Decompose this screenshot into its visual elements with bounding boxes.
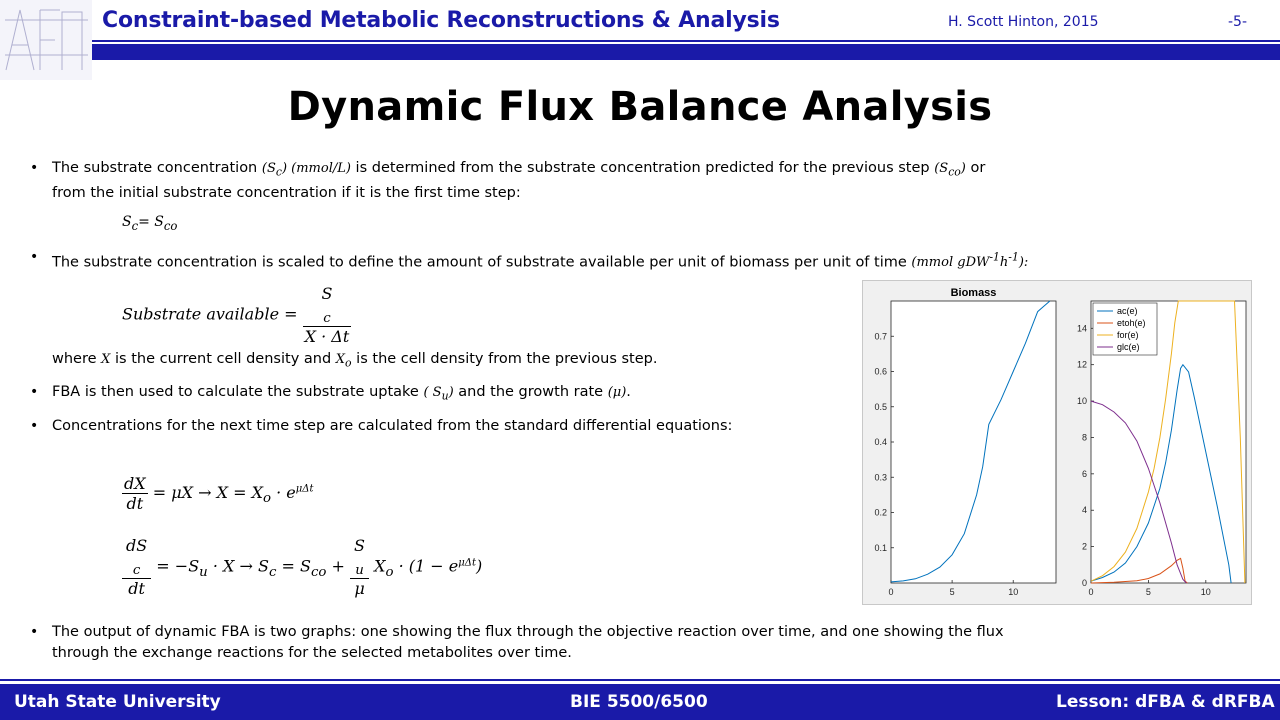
y-tick-label-2: 0 [1081, 578, 1087, 588]
y-tick-label-1: 0.1 [874, 542, 887, 553]
dfba-output-figure [862, 280, 1252, 605]
chart-title-1: Biomass [950, 287, 997, 299]
equation-initial-substrate: $S_c= S_{co}$ [122, 214, 178, 233]
equation-substrate-depletion: dS $_c$ dt = $-S_u \cdot X \to S_c = S_{co}$ + S $_u$ μ $X_o \cdot (1 - e^{\mu\Delta t})$ [122, 536, 482, 598]
y-tick-label-2: 6 [1081, 468, 1087, 479]
footer-lesson: Lesson: dFBA & dRFBA [1056, 692, 1275, 712]
equation-biomass-growth: $\frac{dX}{dt}$ = $\mu X \to X = X_o \cdot e^{\mu\Delta t}$ [124, 474, 314, 513]
bullet-concentrations-next-step: • Concentrations for the next time step are calculated from the standard differential equations: [52, 416, 1112, 437]
bullet-scaled-substrate: • The substrate concentration is scaled to define the amount of substrate available per unit of biomass per unit of time (mmol $gDW^{-1}h^{-1}$): [52, 247, 1112, 273]
y-tick-label-1: 0.7 [874, 331, 887, 342]
footer-university: Utah State University [14, 692, 221, 712]
x-tick-label-2: 10 [1200, 587, 1211, 597]
footer-rule [0, 679, 1280, 681]
dfba-plots [863, 281, 1253, 606]
x-tick-label-1: 10 [1008, 587, 1019, 597]
header-rule [92, 40, 1280, 42]
y-tick-label-2: 14 [1076, 323, 1087, 334]
x-tick-label-2: 0 [1088, 587, 1094, 597]
footer-bar [0, 682, 1280, 720]
legend-label: etoh(e) [1117, 318, 1146, 328]
x-tick-label-1: 5 [949, 587, 955, 597]
bullet-substrate-concentration: • The substrate concentration $(S_c)$ (mmol/L) is determined from the substrate concentration predicted for the previous step $(S_{co})$ or from the initial substrate concentration if it is the first time step: [52, 158, 1112, 204]
slide-title: Dynamic Flux Balance Analysis [287, 84, 993, 130]
y-tick-label-2: 4 [1081, 505, 1087, 516]
y-tick-label-1: 0.6 [874, 366, 887, 377]
plot-area-1 [891, 301, 1056, 583]
y-tick-label-2: 10 [1076, 396, 1087, 407]
legend-label: glc(e) [1117, 342, 1140, 352]
y-tick-label-1: 0.5 [874, 401, 887, 412]
x-tick-label-2: 5 [1145, 587, 1151, 597]
footer-course: BIE 5500/6500 [570, 692, 708, 712]
legend-label: ac(e) [1117, 306, 1138, 316]
where-note: where X is the current cell density and $X_o$ is the cell density from the previous step. [52, 351, 658, 370]
equation-substrate-available: Substrate available = S $_c$ X · Δt [122, 284, 350, 347]
bullet-output-graphs: • The output of dynamic FBA is two graphs: one showing the flux through the objective reaction over time, and one showing the flux through the exchange reactions for the selected metabolites over time. [52, 622, 1112, 664]
y-tick-label-1: 0.3 [874, 472, 887, 483]
university-seal-logo [0, 0, 92, 80]
legend-label: for(e) [1117, 330, 1139, 340]
y-tick-label-1: 0.2 [874, 507, 887, 518]
y-tick-label-2: 8 [1081, 432, 1087, 443]
author-credit: H. Scott Hinton, 2015 [948, 14, 1099, 30]
page-number: -5- [1228, 14, 1248, 30]
x-tick-label-1: 0 [888, 587, 894, 597]
header-bar [92, 44, 1280, 60]
y-tick-label-2: 2 [1081, 541, 1087, 552]
y-tick-label-2: 12 [1076, 359, 1087, 370]
bullet-fba-uptake: • FBA is then used to calculate the substrate uptake ( $S_u$) and the growth rate (μ). [52, 382, 1112, 407]
y-tick-label-1: 0.4 [874, 437, 887, 447]
course-title: Constraint-based Metabolic Reconstructions & Analysis [102, 8, 780, 33]
